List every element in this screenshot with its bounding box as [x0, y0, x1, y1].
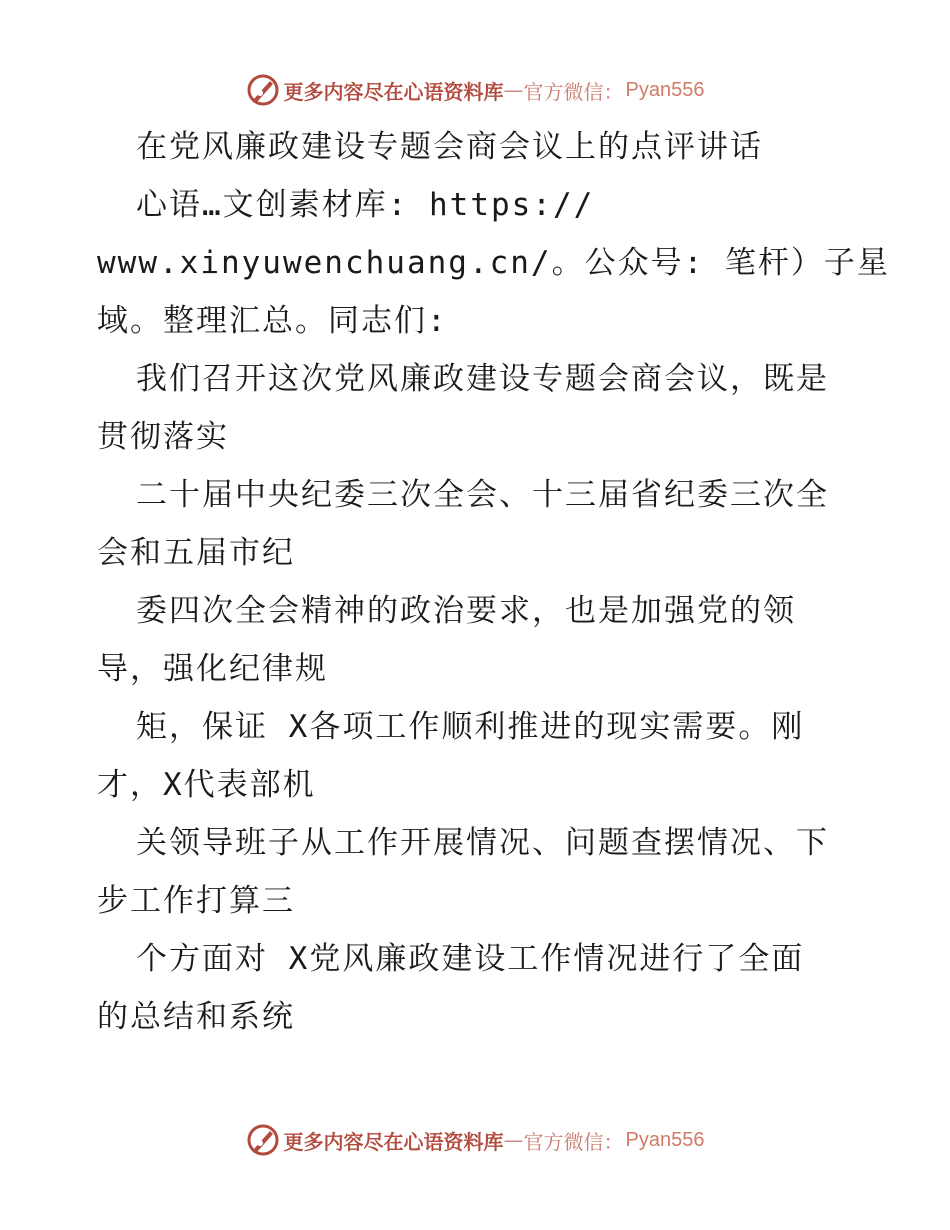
doc-line: 委四次全会精神的政治要求，也是加强党的领 [136, 593, 796, 629]
doc-line: 会和五届市纪 [97, 535, 295, 571]
doc-line: www.xinyuwenchuang.cn/。公众号: 笔杆）子星 [97, 245, 890, 281]
pen-seal-logo-icon [246, 73, 280, 107]
doc-line: 心语…文创素材库: https:// [136, 187, 595, 223]
banner-wechat-label: 官方微信： [523, 79, 624, 104]
doc-line: 我们召开这次党风廉政建设专题会商会议，既是 [136, 361, 829, 397]
doc-line: 导，强化纪律规 [97, 651, 328, 687]
doc-line: 关领导班子从工作开展情况、问题查摆情况、下 [136, 825, 829, 861]
banner-wechat-id: Pyan556 [625, 78, 705, 101]
pen-seal-logo-icon [246, 1123, 280, 1157]
banner-main-text: 更多内容尽在心语资料库 [283, 1129, 504, 1154]
doc-title: 在党风廉政建设专题会商会议上的点评讲话 [136, 129, 763, 165]
doc-line: 贯彻落实 [97, 419, 229, 455]
doc-line: 的总结和系统 [97, 999, 295, 1035]
doc-line: 步工作打算三 [97, 883, 295, 919]
banner-dash: — [503, 1128, 524, 1152]
doc-line: 个方面对 X党风廉政建设工作情况进行了全面 [136, 941, 805, 977]
doc-line: 二十届中央纪委三次全会、十三届省纪委三次全 [136, 477, 829, 513]
doc-line: 才，X代表部机 [97, 767, 316, 803]
banner-dash: — [503, 78, 524, 102]
banner-main-text: 更多内容尽在心语资料库 [283, 79, 504, 104]
banner-wechat-id: Pyan556 [625, 1128, 705, 1151]
banner-wechat-label: 官方微信： [523, 1129, 624, 1154]
footer-watermark-banner [0, 1120, 950, 1160]
header-watermark-banner [0, 70, 950, 110]
doc-line: 域。整理汇总。同志们: [97, 303, 448, 339]
doc-line: 矩，保证 X各项工作顺利推进的现实需要。刚 [136, 709, 805, 745]
